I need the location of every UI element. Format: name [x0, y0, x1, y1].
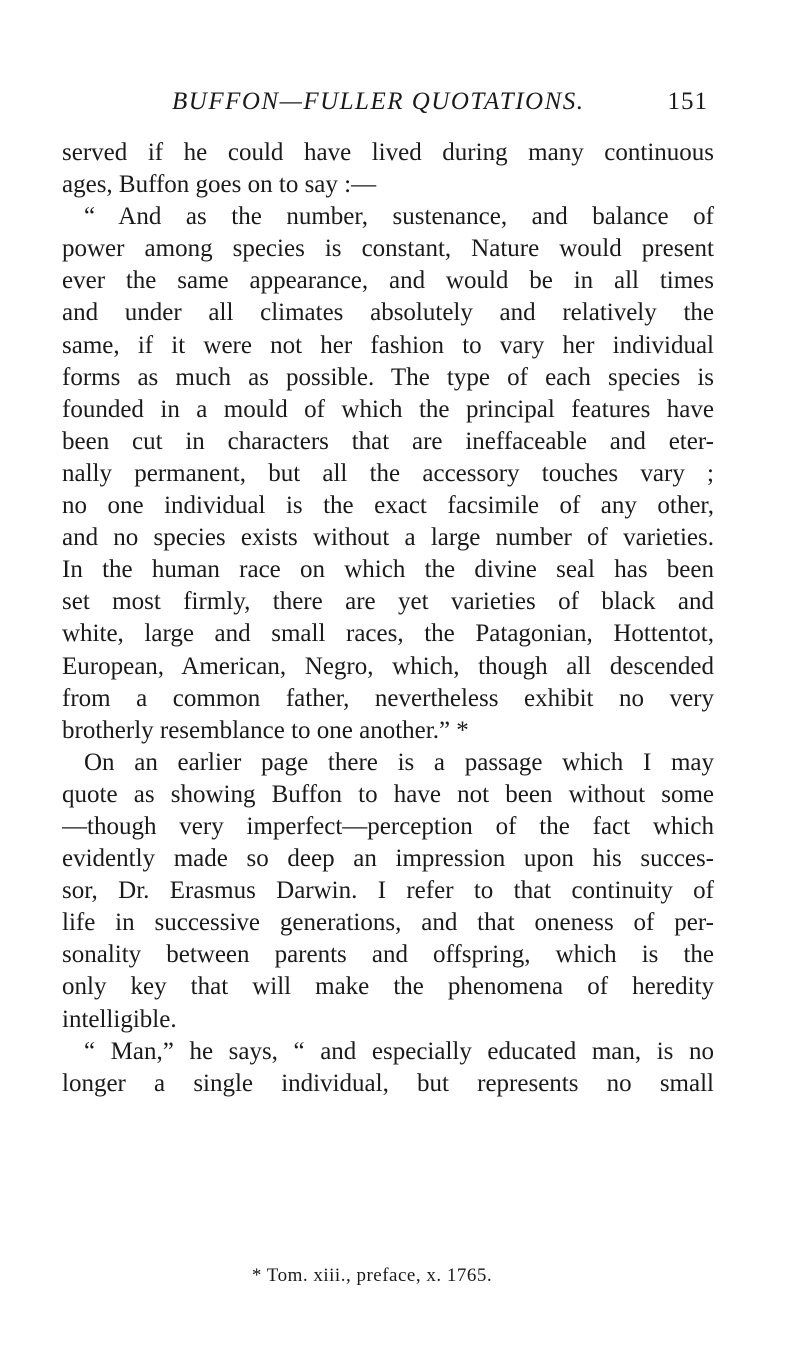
text-line: European, American, Negro, which, though all descended	[62, 652, 714, 680]
text-line: evidently made so deep an impression upon his succes-	[62, 845, 714, 873]
page-number: 151	[667, 88, 708, 115]
body-text	[62, 137, 714, 1100]
text-line: from a common father, nevertheless exhibit no very	[62, 684, 714, 712]
text-line: same, if it were not her fashion to vary her individual	[62, 331, 714, 359]
text-line: longer a single individual, but represents no small	[62, 1069, 714, 1097]
text-line: On an earlier page there is a passage which I may	[84, 748, 714, 776]
text-line: founded in a mould of which the principal features have	[62, 395, 714, 423]
text-line: forms as much as possible. The type of each species is	[62, 363, 714, 391]
text-line: been cut in characters that are ineffaceable and eter-	[62, 427, 714, 455]
text-line: ever the same appearance, and would be in all times	[62, 267, 714, 295]
text-line: quote as showing Buffon to have not been without some	[62, 780, 714, 808]
footnote-text: * Tom. xiii., preface, x. 1765.	[251, 1265, 493, 1286]
text-line: sonality between parents and offspring, which is the	[62, 941, 714, 969]
running-title: BUFFON—FULLER QUOTATIONS.	[172, 88, 585, 115]
text-line: and under all climates absolutely and relatively the	[62, 299, 714, 327]
page-header	[62, 88, 714, 124]
footnote	[0, 1265, 800, 1287]
text-line: set most firmly, there are yet varieties of black and	[62, 588, 714, 616]
text-line: “ Man,” he says, “ and especially educated man, is no	[84, 1037, 714, 1065]
text-line: nally permanent, but all the accessory touches vary ;	[62, 459, 714, 487]
text-line: no one individual is the exact facsimile of any other,	[62, 492, 714, 520]
text-line: power among species is constant, Nature would present	[62, 235, 714, 263]
text-line: ages, Buffon goes on to say :—	[62, 171, 377, 199]
text-line: In the human race on which the divine seal has been	[62, 556, 714, 584]
text-line: life in successive generations, and that oneness of per-	[62, 909, 714, 937]
text-line: and no species exists without a large number of varieties.	[62, 524, 714, 552]
text-line: sor, Dr. Erasmus Darwin. I refer to that continuity of	[62, 877, 714, 905]
text-line: intelligible.	[62, 1005, 177, 1033]
text-line: only key that will make the phenomena of heredity	[62, 973, 714, 1001]
text-line: brotherly resemblance to one another.” *	[62, 716, 469, 744]
text-line: white, large and small races, the Patagonian, Hottentot,	[62, 620, 714, 648]
text-line: —though very imperfect—perception of the fact which	[62, 812, 714, 840]
text-line: “ And as the number, sustenance, and balance of	[84, 203, 714, 231]
text-line: served if he could have lived during many continuous	[62, 139, 714, 166]
